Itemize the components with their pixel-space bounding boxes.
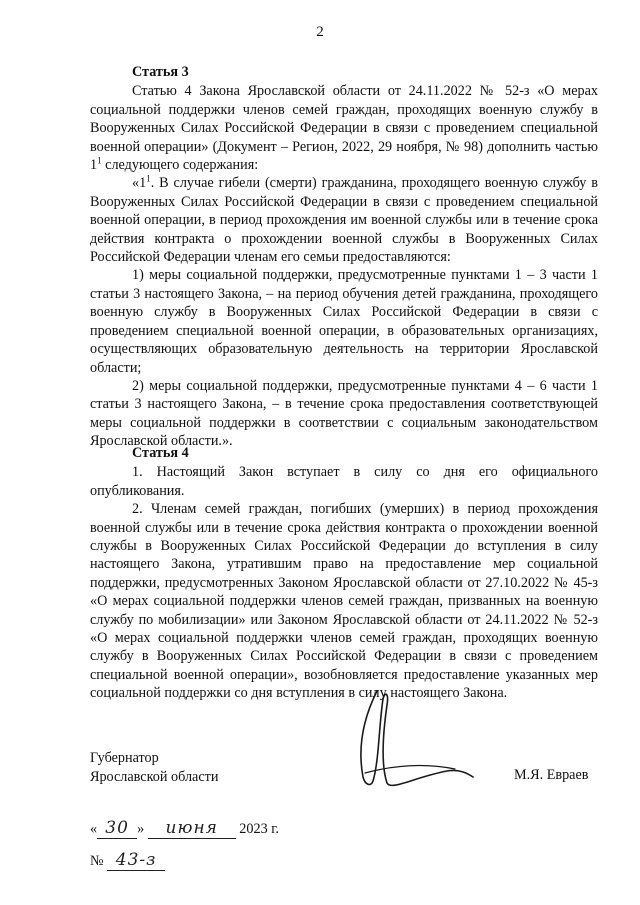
governor-title-line-1: Губернатор [90, 750, 159, 766]
governor-title [90, 749, 218, 786]
governor-title-line-2: Ярославской области [90, 768, 219, 785]
article-3-intro: Статью 4 Закона Ярославской области от 24.11.2022 № 52-з «О мерах социальной поддержки членов семей граждан, проходящих военную службу в Вооруженных Силах Российской Федерации в связи с проведением специальной военной операции» (Документ – Регион, 2022, 29 ноября, № 98) дополнить частью $1^1$ следующего содержания: [90, 83, 598, 174]
governor-name: М.Я. Евраев [514, 767, 589, 783]
page-number: 2 [316, 24, 324, 40]
date-day: 30 [105, 818, 129, 838]
signing-date: « 30 » июня 2023 г. [90, 818, 279, 838]
article-3-quote: «$1^1$. В случае гибели (смерти) гражданина, проходящего военную службу в Вооруженных Силах Российской Федерации в связи с проведением специальной военной операции, в период прохождения им военной службы или в течение срока действия контракта о прохождении военной службы в Вооруженных Силах Российской Федерации членам его семьи предоставляются: [90, 173, 598, 266]
handwritten-signature [335, 685, 475, 795]
law-number: № 43-з [90, 850, 165, 871]
date-month: июня [165, 818, 218, 838]
article-3-heading: Статья 3 [132, 64, 189, 80]
article-3-item-1: 1) меры социальной поддержки, предусмотренные пунктами 1 – 3 части 1 статьи 3 настоящего Закона, – на период обучения детей гражданина, проходящего военную службу в Вооруженных Силах Российской Федерации в связи с проведением специальной военной операции, в образовательных организациях, осуществляющих образовательную деятельность на территории Ярославской области; [90, 267, 598, 376]
article-3 [90, 63, 598, 451]
date-year: 2023 г. [239, 821, 279, 837]
article-3-item-2: 2) меры социальной поддержки, предусмотренные пунктами 4 – 6 части 1 статьи 3 настоящего Закона, – в течение срока предоставления соответствующей меры социальной поддержки в соответствии с социальным законодательством Ярославской области.». [90, 377, 598, 450]
article-4-paragraph-2: 2. Членам семей граждан, погибших (умерших) в период прохождения военной службы или в течение срока действия контракта о прохождении военной службы в Вооруженных Силах Российской Федерации до вступления в силу настоящего Закона, утратившим право на предоставление мер социальной поддержки, предусмотренных Законом Ярославской области от 27.10.2022 № 45-з «О мерах социальной поддержки членов семей граждан, призванных на военную службу по мобилизации» или Законом Ярославской области от 24.11.2022 № 52-з «О мерах социальной поддержки членов семей граждан, проходящих военную службу в Вооруженных Силах Российской Федерации в связи с проведением специальной военной операции», возобновляется предоставление указанных мер социальной поддержки со дня вступления в силу настоящего Закона. [90, 501, 598, 702]
article-4 [90, 444, 598, 703]
article-4-paragraph-1: 1. Настоящий Закон вступает в силу со дня его официального опубликования. [90, 464, 598, 499]
article-4-heading: Статья 4 [132, 445, 189, 461]
law-number-value: 43-з [115, 850, 157, 870]
